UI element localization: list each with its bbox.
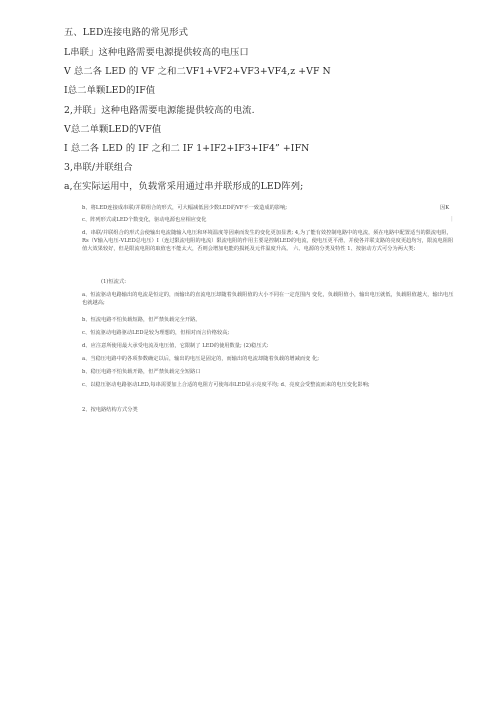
section-heading: 五、LED连接电路的常见形式 — [64, 27, 189, 38]
list-item: a、当稳压电路中的各项参数确定以后，输出的电压是固定的，而输出的电流却随着负载的增减而变 化; — [82, 356, 320, 362]
margin-mark: 因K — [440, 205, 450, 211]
text-line: 2,并联」这种电路需要电源能提供较高的电流. — [64, 105, 255, 116]
small-text-line: c、阵列形式或LED个数变化，驱动电源也应相应变化 — [82, 217, 207, 223]
text-line: 3,串联/并联组合 — [64, 162, 133, 173]
text-line: V 总二各 LED 的 VF 之和二VF1+VF2+VF3+VF4,z +VF N — [64, 66, 331, 77]
text-line: L串联」这种电路需要电源提供较高的电压口 — [64, 47, 249, 58]
small-text-line: b、将LED连接成串联/并联组合的形式，可大幅减低因少数LED的VF不一致造成的影响; — [82, 205, 288, 211]
list-item: c、恒流驱动电路驱动LED是较为理想的，但相对而言价格较高; — [82, 330, 230, 336]
list-item: c、以稳压驱动电路驱动LED,每串需要加上合适的电阻方可使每串LED显示亮度平均; d、亮度会受整流而来的电压变化影响; — [82, 382, 370, 388]
small-subheading: (1)恒流式: — [101, 279, 127, 285]
list-item: b、恒流电路不怕负载短路，但严禁负载完全开路。 — [82, 317, 201, 323]
list-item: b、稳压电路不怕负载开路，但严禁负载完全短路口 — [82, 369, 201, 375]
text-line: I总二单颗LED的IF值 — [64, 85, 156, 96]
list-item: a、恒流驱动电路输出的电流是恒定的，而输出的直流电压却随着负载阻值的大小不同在一定范围内 变化，负载阻值小，输出电压就低，负载阻值越大，输出电压也就越高; — [82, 292, 454, 306]
margin-mark: | — [451, 216, 453, 222]
text-line: I 总二各 LED 的 IF 之和二 IF 1+IF2+IF3+IF4” +IFN — [64, 143, 310, 154]
text-line: V总二单颗LED的VF值 — [64, 124, 162, 135]
small-paragraph: d、串联/并联组合的形式会使输出电流随输入电压和环境温度等因素而发生的变化更加显著; 4,为了能有效控制电路中的电流，须在电路中配置适当的限流电阻，Rs（V输入电压-VLED总电压）I（连过限流电阻的电流）限流电阻的作用主要是控制LED的电流，使电压更平滑，并使各并联支路的亮度更趋均匀，限流电阻阻值大效果较好，但是限流电阻的取值也不能太大，否则会增加电能的损耗及元件温度升高。 六、电源的分类及特性 1、按驱动方式可分为两大类: — [82, 230, 454, 252]
list-item: d、应注意所使用最大承受电流及电压值，它限制了 LED的使用数量; (2)稳压式: — [82, 343, 269, 349]
list-item: 2、按电路结构方式分类 — [82, 407, 138, 413]
text-line: a,在实际运用中，负载常采用通过串并联形成的LED阵列; — [64, 181, 304, 192]
